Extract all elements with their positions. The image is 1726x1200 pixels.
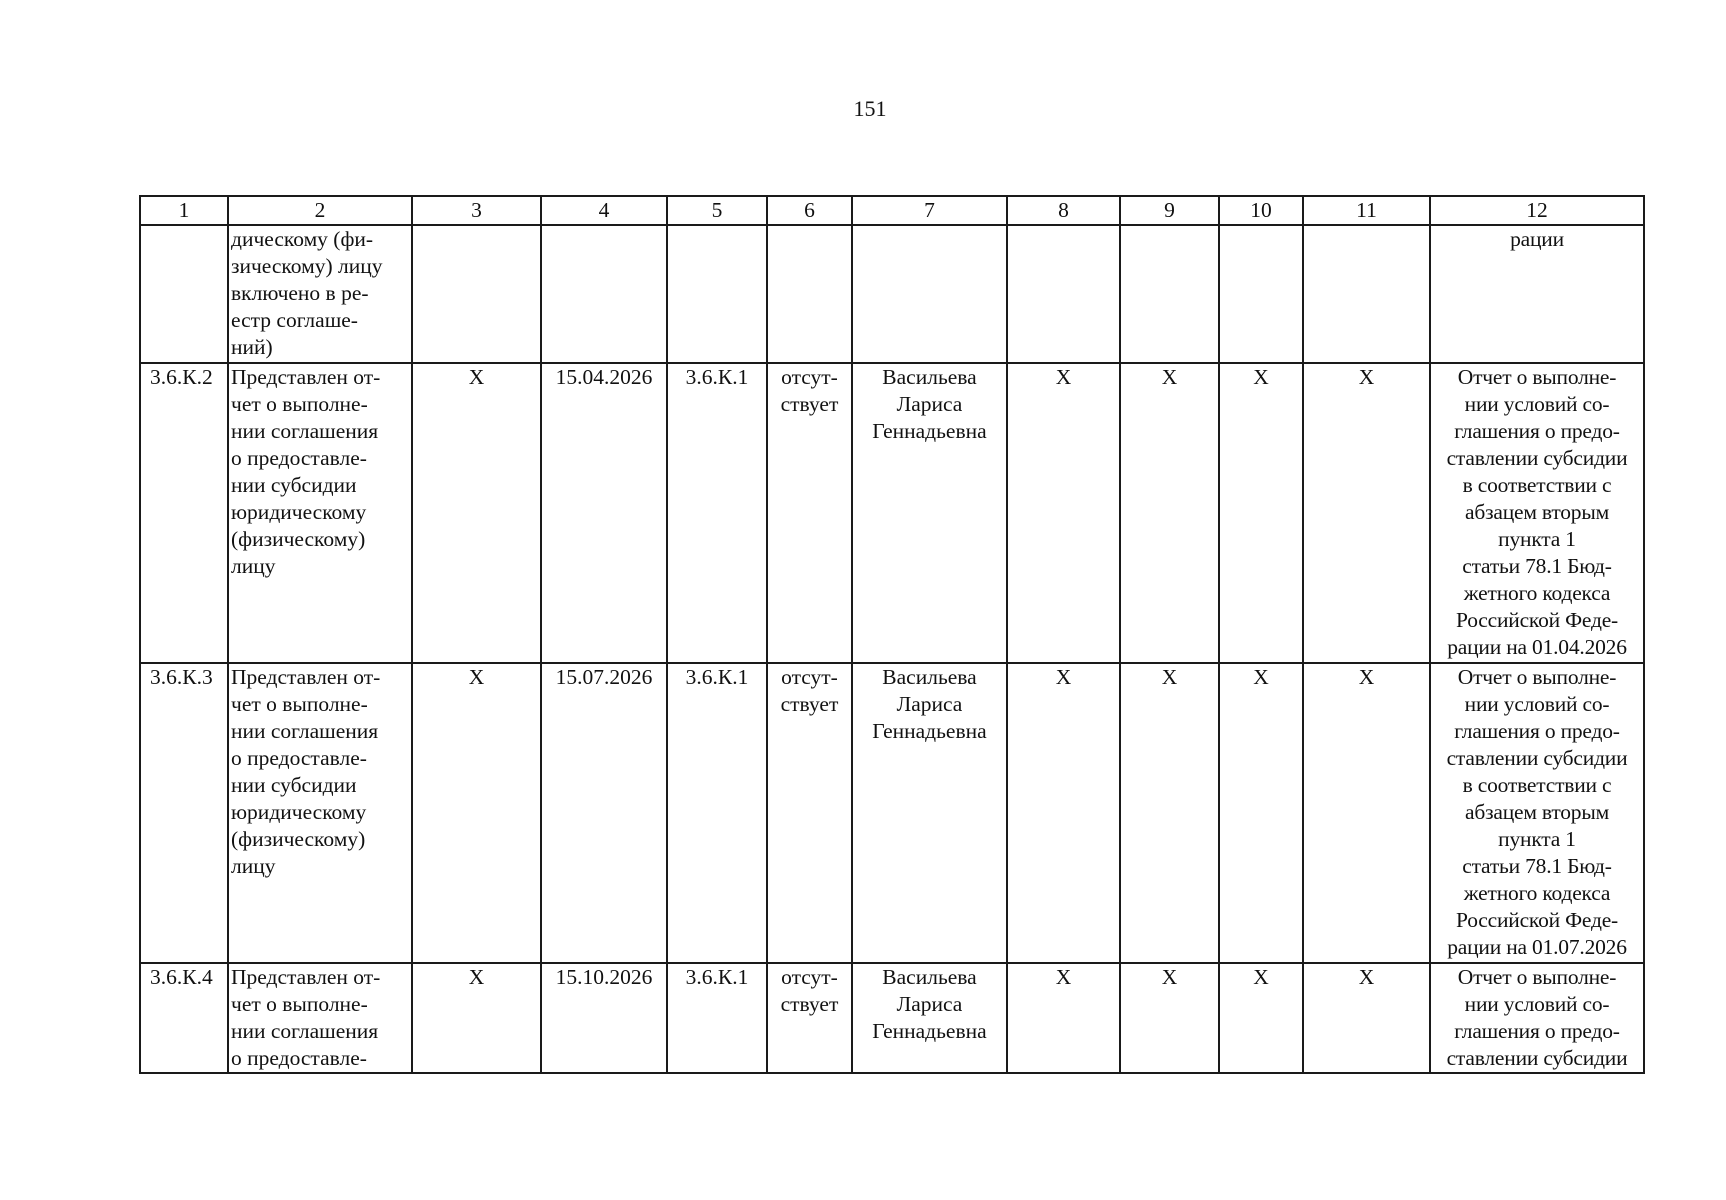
cell-line: ний)	[231, 335, 273, 359]
cell-line: Отчет о выполне-	[1457, 965, 1617, 989]
cell-line: лицу	[231, 854, 276, 878]
cell-line: ставлении субсидии	[1446, 446, 1628, 470]
cell-predecessor: 3.6.К.1	[667, 663, 767, 963]
cell-result	[1430, 963, 1644, 1073]
cell-line: нии субсидии	[231, 773, 357, 797]
cell-line: в соответствии с	[1462, 473, 1612, 497]
cell-line: о предоставле-	[231, 1046, 367, 1070]
cell-line: рации	[1510, 227, 1564, 251]
cell-line: абзацем вторым	[1464, 800, 1610, 824]
cell-line: отсут-	[781, 365, 838, 389]
header-col-3: 3	[412, 196, 541, 225]
cell-line: Васильева	[882, 965, 977, 989]
cell-col-3: X	[412, 963, 541, 1073]
cell-line: юридическому	[231, 500, 367, 524]
cell-line: пункта 1	[1498, 827, 1576, 851]
cell-code: 3.6.К.2	[140, 363, 228, 663]
cell-col-11: X	[1303, 663, 1430, 963]
cell-col-4	[541, 225, 667, 363]
cell-date: 15.07.2026	[541, 663, 667, 963]
cell-col-10: X	[1219, 663, 1303, 963]
header-col-8: 8	[1007, 196, 1120, 225]
cell-responsible	[852, 663, 1007, 963]
cell-line: абзацем вторым	[1464, 500, 1610, 524]
header-col-1: 1	[140, 196, 228, 225]
cell-result	[1430, 225, 1644, 363]
table-row	[140, 363, 1644, 663]
cell-col-6	[767, 363, 852, 663]
cell-line: Лариса	[896, 992, 963, 1016]
cell-line: глашения о предо-	[1454, 419, 1620, 443]
cell-col-8: X	[1007, 663, 1120, 963]
cell-description	[228, 963, 412, 1073]
cell-line: Васильева	[882, 365, 977, 389]
cell-line: глашения о предо-	[1454, 719, 1620, 743]
cell-col-8	[1007, 225, 1120, 363]
cell-line: нии условий со-	[1464, 392, 1610, 416]
cell-line: Лариса	[896, 392, 963, 416]
table-row	[140, 663, 1644, 963]
cell-line: ставлении субсидии	[1446, 746, 1628, 770]
cell-col-10: X	[1219, 363, 1303, 663]
header-col-6: 6	[767, 196, 852, 225]
cell-line: включено в ре-	[231, 281, 369, 305]
header-col-2: 2	[228, 196, 412, 225]
cell-line: жетного кодекса	[1463, 581, 1611, 605]
cell-line: юридическому	[231, 800, 367, 824]
cell-line: нии условий со-	[1464, 692, 1610, 716]
cell-line: Геннадьевна	[872, 419, 987, 443]
cell-line: (физическому)	[231, 527, 366, 551]
cell-responsible	[852, 363, 1007, 663]
cell-col-6	[767, 963, 852, 1073]
cell-line: зическому) лицу	[231, 254, 383, 278]
cell-description	[228, 663, 412, 963]
cell-line: чет о выполне-	[231, 692, 368, 716]
cell-description	[228, 363, 412, 663]
cell-line: пункта 1	[1498, 527, 1576, 551]
header-col-12: 12	[1430, 196, 1644, 225]
cell-line: Отчет о выполне-	[1457, 365, 1617, 389]
cell-line: Васильева	[882, 665, 977, 689]
cell-col-8: X	[1007, 363, 1120, 663]
cell-line: естр соглаше-	[231, 308, 358, 332]
cell-line: нии соглашения	[231, 419, 379, 443]
cell-line: Представлен от-	[231, 365, 381, 389]
cell-line: отсут-	[781, 965, 838, 989]
cell-line: чет о выполне-	[231, 992, 368, 1016]
cell-result	[1430, 363, 1644, 663]
cell-line: нии субсидии	[231, 473, 357, 497]
cell-line: лицу	[231, 554, 276, 578]
cell-col-10: X	[1219, 963, 1303, 1073]
cell-code: 3.6.К.3	[140, 663, 228, 963]
cell-col-6	[767, 663, 852, 963]
cell-line: Геннадьевна	[872, 719, 987, 743]
cell-line: Отчет о выполне-	[1457, 665, 1617, 689]
cell-line: Геннадьевна	[872, 1019, 987, 1043]
continuation-row	[140, 225, 1644, 363]
cell-line: жетного кодекса	[1463, 881, 1611, 905]
cell-line: в соответствии с	[1462, 773, 1612, 797]
cell-col-3: X	[412, 663, 541, 963]
table-row	[140, 963, 1644, 1073]
cell-line: нии соглашения	[231, 719, 379, 743]
cell-line: нии соглашения	[231, 1019, 379, 1043]
cell-line: ствует	[780, 692, 839, 716]
cell-line: статьи 78.1 Бюд-	[1462, 554, 1612, 578]
cell-col-11: X	[1303, 363, 1430, 663]
cell-col-3: X	[412, 363, 541, 663]
cell-responsible	[852, 963, 1007, 1073]
header-col-11: 11	[1303, 196, 1430, 225]
header-col-7: 7	[852, 196, 1007, 225]
cell-predecessor: 3.6.К.1	[667, 963, 767, 1073]
cell-col-6	[767, 225, 852, 363]
cell-date: 15.04.2026	[541, 363, 667, 663]
cell-line: Российской Феде-	[1455, 608, 1619, 632]
cell-line: нии условий со-	[1464, 992, 1610, 1016]
cell-line: чет о выполне-	[231, 392, 368, 416]
cell-code: 3.6.К.4	[140, 963, 228, 1073]
cell-col-11: X	[1303, 963, 1430, 1073]
cell-line: дическому (фи-	[231, 227, 374, 251]
cell-col-3	[412, 225, 541, 363]
cell-predecessor: 3.6.К.1	[667, 363, 767, 663]
cell-line: ставлении субсидии	[1446, 1046, 1628, 1070]
cell-line: Лариса	[896, 692, 963, 716]
cell-line: отсут-	[781, 665, 838, 689]
cell-col-5	[667, 225, 767, 363]
cell-line: Представлен от-	[231, 965, 381, 989]
header-col-10: 10	[1219, 196, 1303, 225]
cell-col-9	[1120, 225, 1219, 363]
cell-col-9: X	[1120, 963, 1219, 1073]
cell-line: статьи 78.1 Бюд-	[1462, 854, 1612, 878]
cell-line: глашения о предо-	[1454, 1019, 1620, 1043]
cell-line: (физическому)	[231, 827, 366, 851]
cell-col-7	[852, 225, 1007, 363]
header-col-5: 5	[667, 196, 767, 225]
cell-result	[1430, 663, 1644, 963]
header-col-4: 4	[541, 196, 667, 225]
cell-line: рации на 01.07.2026	[1447, 935, 1627, 959]
cell-line: о предоставле-	[231, 446, 367, 470]
cell-line: о предоставле-	[231, 746, 367, 770]
cell-line: Представлен от-	[231, 665, 381, 689]
page-number: 151	[853, 96, 887, 121]
cell-col-9: X	[1120, 363, 1219, 663]
cell-col-9: X	[1120, 663, 1219, 963]
cell-code	[140, 225, 228, 363]
schedule-table	[139, 195, 1645, 1074]
cell-line: ствует	[780, 392, 839, 416]
header-col-9: 9	[1120, 196, 1219, 225]
cell-col-11	[1303, 225, 1430, 363]
cell-description	[228, 225, 412, 363]
cell-line: Российской Феде-	[1455, 908, 1619, 932]
cell-line: ствует	[780, 992, 839, 1016]
cell-date: 15.10.2026	[541, 963, 667, 1073]
header-row	[140, 196, 1644, 225]
cell-col-8: X	[1007, 963, 1120, 1073]
cell-line: рации на 01.04.2026	[1447, 635, 1627, 659]
cell-col-10	[1219, 225, 1303, 363]
